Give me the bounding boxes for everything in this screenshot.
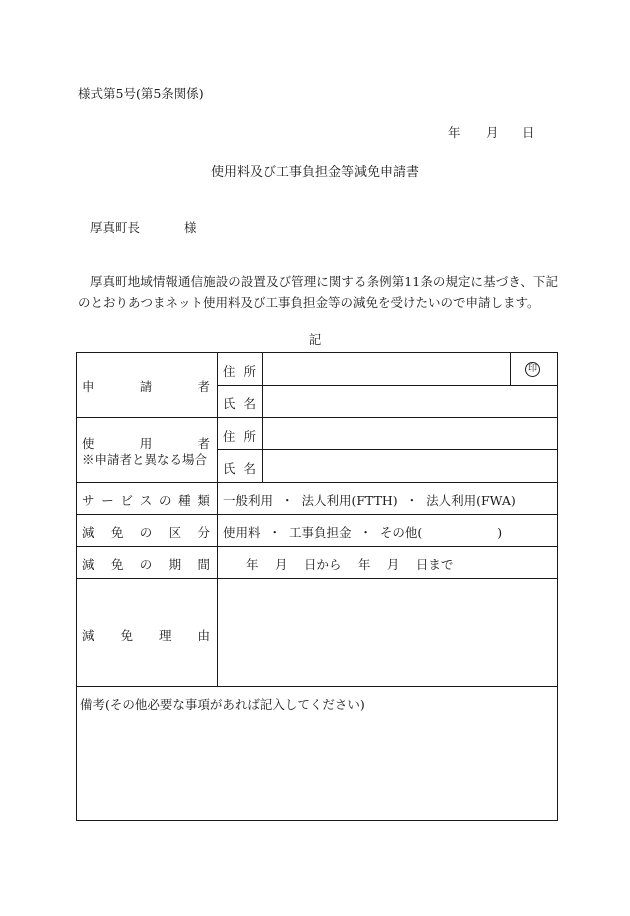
service-type-label: サ ー ビ ス の 種 類 — [82, 493, 210, 508]
seal-column-divider — [510, 352, 511, 385]
applicant-label: 申 請 者 — [82, 379, 210, 394]
row-divider — [76, 578, 558, 579]
remarks-field[interactable] — [78, 712, 556, 819]
row-divider — [76, 686, 558, 687]
row-divider — [76, 482, 558, 483]
addressee-name: 厚真町長 — [90, 220, 141, 235]
row-divider — [76, 417, 558, 418]
row-divider — [217, 449, 558, 450]
date-month-label: 月 — [486, 125, 499, 140]
application-statement: 厚真町地域情報通信施設の設置及び管理に関する条例第11条の規定に基づき、下記のとおりあつまネット使用料及び工事負担金等の減免を受けたいので申請します。 — [78, 274, 558, 310]
exemption-category-label: 減 免 の 区 分 — [82, 525, 210, 540]
user-note: ※申請者と異なる場合 — [82, 452, 208, 467]
date-year-label: 年 — [448, 125, 461, 140]
form-number: 様式第5号(第5条関係) — [78, 86, 204, 101]
applicant-name-field[interactable] — [264, 387, 556, 416]
ki-heading: 記 — [308, 332, 322, 347]
user-address-label: 住 所 — [223, 429, 256, 444]
user-address-field[interactable] — [264, 419, 556, 448]
exemption-reason-field[interactable] — [219, 580, 556, 684]
exemption-category-options[interactable]: 使用料 ・ 工事負担金 ・ その他( ) — [223, 525, 503, 540]
exemption-period-label: 減 免 の 期 間 — [82, 557, 210, 572]
applicant-address-label: 住 所 — [223, 364, 256, 379]
remarks-label: 備考(その他必要な事項があれば記入してください) — [80, 697, 365, 712]
row-divider — [76, 546, 558, 547]
user-name-field[interactable] — [264, 451, 556, 481]
seal-mark: 印 — [525, 362, 540, 377]
document-title: 使用料及び工事負担金等減免申請書 — [210, 165, 419, 180]
user-label: 使 用 者 — [82, 436, 210, 451]
date-day-label: 日 — [522, 125, 535, 140]
addressee-honorific: 様 — [184, 220, 197, 235]
column-divider — [262, 352, 263, 482]
user-name-label: 氏 名 — [223, 461, 256, 476]
applicant-address-field[interactable] — [264, 354, 508, 384]
exemption-period-value[interactable]: 年 月 日から 年 月 日まで — [246, 557, 454, 572]
exemption-reason-label: 減 免 理 由 — [82, 628, 210, 643]
row-divider — [217, 385, 558, 386]
row-divider — [76, 514, 558, 515]
service-type-options[interactable]: 一般利用 ・ 法人利用(FTTH) ・ 法人利用(FWA) — [223, 493, 516, 508]
column-divider — [217, 352, 218, 686]
applicant-name-label: 氏 名 — [223, 396, 256, 411]
